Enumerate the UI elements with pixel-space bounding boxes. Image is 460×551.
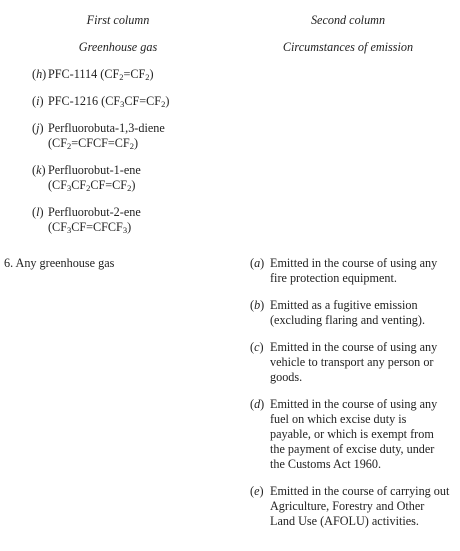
circumstance-text: Emitted in the course of carrying out Agriculture, Forestry and Other Land Use (AFOLU) activities. bbox=[270, 484, 450, 528]
gas-item-h bbox=[32, 67, 232, 82]
gas-item-label: (k) bbox=[32, 163, 46, 177]
second-column-heading: Second column bbox=[310, 13, 386, 27]
item-6 bbox=[4, 256, 114, 271]
circumstance-a bbox=[250, 256, 450, 286]
greenhouse-gas-heading: Greenhouse gas bbox=[78, 40, 158, 54]
gas-item-text: PFC-1114 $(CF_2=CF_2)$ bbox=[48, 67, 154, 82]
circumstance-text: Emitted as a fugitive emission (excluding flaring and venting). bbox=[270, 298, 426, 327]
circumstance-c bbox=[250, 340, 450, 385]
gas-item-i bbox=[32, 94, 232, 109]
circumstance-label: (d) bbox=[250, 397, 265, 411]
gas-item-j bbox=[32, 121, 232, 151]
circumstance-b bbox=[250, 298, 450, 328]
gas-list bbox=[32, 67, 232, 235]
circumstance-text: Emitted in the course of using any fire protection equipment. bbox=[270, 256, 438, 285]
circumstance-label: (c) bbox=[250, 340, 264, 354]
item-6-text: Any greenhouse gas bbox=[15, 256, 115, 270]
circumstance-label: (e) bbox=[250, 484, 264, 498]
gas-item-l bbox=[32, 205, 232, 235]
gas-item-k bbox=[32, 163, 232, 193]
gas-item-text: Perfluorobut-2-ene $(CF_3CF=CFCF_3)$ bbox=[48, 205, 141, 235]
circumstances-heading: Circumstances of emission bbox=[282, 40, 414, 54]
gas-item-text: Perfluorobuta-1,3-diene $(CF_2=CFCF=CF_2)$ bbox=[48, 121, 165, 151]
circumstance-e bbox=[250, 484, 450, 529]
circumstance-label: (b) bbox=[250, 298, 265, 312]
gas-item-label: (i) bbox=[32, 94, 44, 108]
gas-item-text: Perfluorobut-1-ene $(CF_3CF_2CF=CF_2)$ bbox=[48, 163, 141, 193]
gas-item-label: (l) bbox=[32, 205, 44, 219]
circumstance-d bbox=[250, 397, 450, 472]
gas-item-label: (j) bbox=[32, 121, 44, 135]
circumstance-text: Emitted in the course of using any vehicle to transport any person or goods. bbox=[270, 340, 438, 384]
circumstances-list bbox=[250, 256, 450, 529]
item-6-number: 6. bbox=[4, 256, 14, 270]
circumstance-label: (a) bbox=[250, 256, 265, 270]
first-column-heading: First column bbox=[86, 13, 150, 27]
circumstance-text: Emitted in the course of using any fuel on which excise duty is payable, or which is exempt from the payment of excise duty, under the Customs Act 1960. bbox=[270, 397, 438, 471]
gas-item-label: (h) bbox=[32, 67, 47, 81]
gas-item-text: PFC-1216 $(CF_3CF=CF_2)$ bbox=[48, 94, 170, 109]
